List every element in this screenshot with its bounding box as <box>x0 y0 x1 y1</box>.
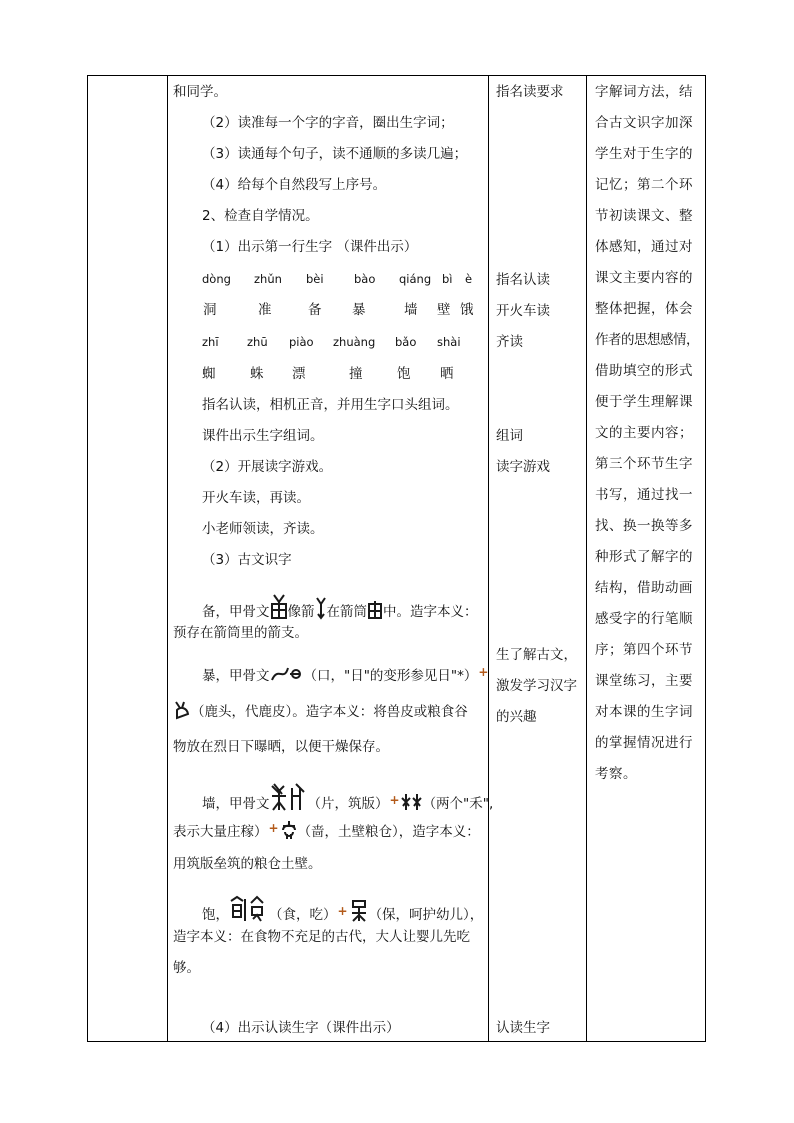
text-span: （两个"禾", <box>422 796 494 812</box>
intent-line: 便于学生理解课 <box>595 394 693 410</box>
intent-line: 体感知，通过对 <box>595 239 693 255</box>
hanzi: 洞 <box>203 302 217 318</box>
text-span: 在箭筒 <box>326 604 367 620</box>
method-line: 认读生字 <box>496 1020 550 1036</box>
method-line: 指名读要求 <box>496 84 564 100</box>
text-span: 表示大量庄稼） <box>173 824 268 840</box>
text-line: 够。 <box>173 960 200 976</box>
oracle-bone-protect-icon <box>349 899 369 923</box>
text-line: 开火车读，再读。 <box>202 490 310 506</box>
text-span: （鹿头，代鹿皮）。造字本义：将兽皮或粮食谷 <box>191 704 468 720</box>
intent-line: 考察。 <box>595 766 637 782</box>
intent-line: 借助填空的形式 <box>595 363 693 379</box>
oracle-bone-food-icon <box>229 895 269 923</box>
oracle-bone-bei-icon <box>270 594 288 620</box>
hanzi: 墙 <box>404 302 418 318</box>
intent-line: 序；第四个环节 <box>595 642 693 658</box>
method-line: 激发学习汉字 <box>496 678 577 694</box>
intent-line: 对本课的生字词 <box>595 704 693 720</box>
text-line: （2）开展读字游戏。 <box>202 459 333 475</box>
hanzi: 撞 <box>349 366 363 382</box>
pinyin: bèi <box>306 272 324 286</box>
intent-line: 记忆；第二个环 <box>595 177 693 193</box>
text-span: 中。造字本义： <box>383 604 478 620</box>
pinyin: bào <box>354 272 376 286</box>
text-span: （口，"日"的变形参见日"*） <box>303 668 478 684</box>
column-divider <box>167 76 168 1041</box>
intent-line: 课堂练习，主要 <box>595 673 693 689</box>
hanzi: 漂 <box>292 366 306 382</box>
text-line: 指名认读，相机正音，并用生字口头组词。 <box>202 397 459 413</box>
plus-icon: + <box>337 904 348 918</box>
oracle-bone-grain-icon <box>401 792 423 812</box>
intent-line: 节初读课文、整 <box>595 208 693 224</box>
intent-line: 字解词方法，结 <box>595 84 693 100</box>
intent-line: 找、换一换等多 <box>595 518 693 534</box>
oracle-bone-wall-icon <box>270 782 308 812</box>
text-line <box>173 700 468 722</box>
text-line: （4）给每个自然段写上序号。 <box>202 177 387 193</box>
intent-line: 作者的思想感情， <box>595 332 699 348</box>
intent-line: 种形式了解字的 <box>595 549 693 565</box>
oracle-bone-deer-icon <box>173 700 191 720</box>
text-line <box>202 662 489 686</box>
text-line: 用筑版垒筑的粮仓土壁。 <box>173 856 322 872</box>
text-line: （3）古文识字 <box>202 552 292 568</box>
text-line: （4）出示认读生字（课件出示） <box>202 1020 400 1036</box>
pinyin: è <box>465 272 473 286</box>
intent-line: 的掌握情况进行 <box>595 735 693 751</box>
text-line: （1）出示第一行生字 （课件出示） <box>202 239 418 255</box>
column-divider <box>586 76 587 1041</box>
pinyin: qiáng <box>399 272 432 286</box>
intent-line: 感受字的行笔顺 <box>595 611 693 627</box>
text-line <box>202 594 478 622</box>
plus-icon: + <box>389 793 400 807</box>
oracle-bone-quiver-icon <box>367 600 383 620</box>
intent-line: 结构，借助动画 <box>595 580 693 596</box>
text-line: 物放在烈日下曝晒，以便干燥保存。 <box>173 739 389 755</box>
pinyin: zhuàng <box>333 335 376 349</box>
text-span: （啬，土壁粮仓），造字本义： <box>297 824 480 840</box>
plus-icon: + <box>268 821 279 835</box>
pinyin: dòng <box>202 272 231 286</box>
text-line <box>173 818 480 842</box>
hanzi: 蛛 <box>250 366 264 382</box>
intent-line: 学生对于生字的 <box>595 146 693 162</box>
text-line <box>202 895 483 925</box>
pinyin: zhǔn <box>254 272 282 286</box>
text-span: （保，呵护幼儿）， <box>368 907 484 923</box>
text-span: 像箭 <box>287 604 315 620</box>
method-line: 指名认读 <box>496 272 550 288</box>
pinyin: zhū <box>247 335 268 349</box>
pinyin: bǎo <box>395 335 417 349</box>
hanzi: 准 <box>258 302 272 318</box>
text-line: 造字本义：在食物不充足的古代，大人让婴儿先吃 <box>173 929 470 945</box>
text-span: （片，筑版） <box>307 796 389 812</box>
intent-line: 课文主要内容的 <box>595 270 693 286</box>
text-span: 暴，甲骨文 <box>202 668 270 684</box>
intent-line: 文的主要内容； <box>595 425 693 441</box>
hanzi: 壁 <box>437 302 451 318</box>
intent-line: 整体把握，体会 <box>595 301 693 317</box>
pinyin: bì <box>442 272 453 286</box>
method-line: 齐读 <box>496 334 523 350</box>
method-line: 组词 <box>496 428 523 444</box>
text-span: （食，吃） <box>269 907 337 923</box>
text-line: （3）读通每个句子，读不通顺的多读几遍； <box>202 146 468 162</box>
intent-line: 合古文识字加深 <box>595 115 693 131</box>
hanzi: 晒 <box>440 366 454 382</box>
hanzi: 暴 <box>352 302 366 318</box>
text-line <box>202 782 493 814</box>
text-line: 小老师领读，齐读。 <box>202 521 324 537</box>
column-divider <box>488 76 489 1041</box>
hanzi: 饿 <box>460 302 474 318</box>
text-line: 课件出示生字组词。 <box>202 428 324 444</box>
oracle-bone-granary-icon <box>280 820 298 840</box>
hanzi: 饱 <box>397 366 411 382</box>
hanzi: 蜘 <box>202 366 216 382</box>
method-line: 生了解古文， <box>496 647 577 663</box>
method-line: 的兴趣 <box>496 709 537 725</box>
text-line: 预存在箭筒里的箭支。 <box>173 625 308 641</box>
intent-line: 书写，通过找一 <box>595 487 693 503</box>
text-span: 备，甲骨文 <box>202 604 270 620</box>
text-span: 饱， <box>202 907 229 923</box>
pinyin: zhī <box>202 335 219 349</box>
pinyin: shài <box>437 335 461 349</box>
intent-line: 第三个环节生字 <box>595 456 693 472</box>
oracle-bone-sun-icon <box>270 662 304 684</box>
oracle-bone-arrow-icon <box>315 596 327 620</box>
text-line: 2、检查自学情况。 <box>202 208 319 224</box>
method-line: 开火车读 <box>496 303 550 319</box>
pinyin: piào <box>289 335 314 349</box>
text-line: 和同学。 <box>173 84 227 100</box>
method-line: 读字游戏 <box>496 459 550 475</box>
hanzi: 备 <box>308 302 322 318</box>
plus-icon: + <box>478 665 489 679</box>
text-span: 墙，甲骨文 <box>202 796 270 812</box>
text-line: （2）读准每一个字的字音，圈出生字词； <box>202 115 454 131</box>
